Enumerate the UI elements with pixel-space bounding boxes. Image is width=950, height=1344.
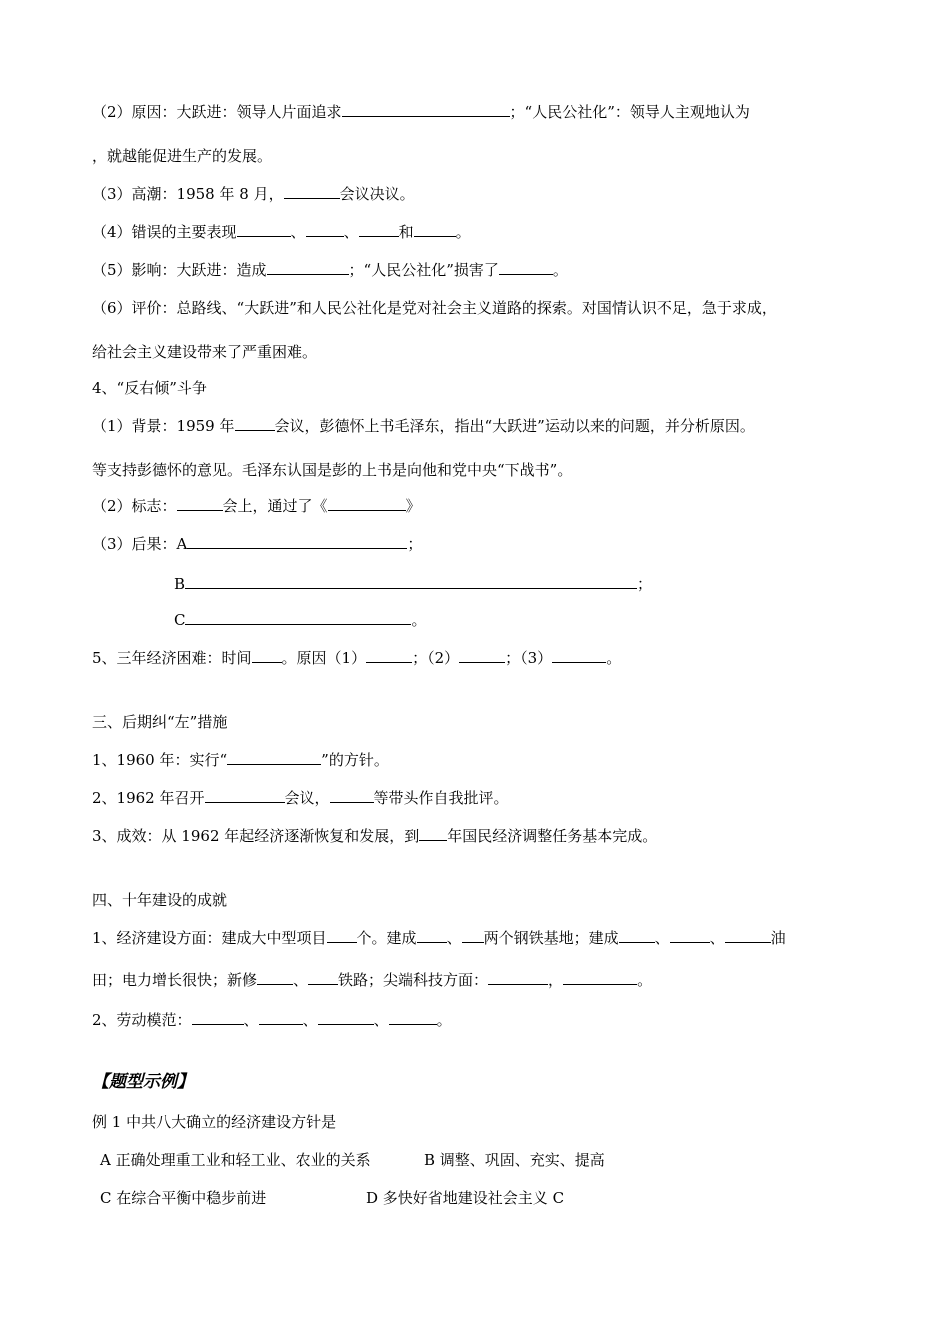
text: 、 <box>290 223 306 241</box>
fill-blank[interactable] <box>552 648 606 663</box>
text: 、 <box>343 223 359 241</box>
fill-blank[interactable] <box>328 496 406 511</box>
text: 等支持彭德怀的意见。毛泽东认国是彭的上书是向他和党中央“下战书”。 <box>92 461 573 479</box>
measure-result-line <box>92 826 657 846</box>
examples-title <box>92 1072 194 1092</box>
fill-blank[interactable] <box>462 928 484 943</box>
text: ，就越能促进生产的发展。 <box>92 147 273 165</box>
text: ； <box>407 535 423 553</box>
text: 。 <box>436 1011 452 1029</box>
text: 、 <box>293 971 309 989</box>
text: 给社会主义建设带来了严重困难。 <box>92 343 318 361</box>
fill-blank[interactable] <box>359 222 399 237</box>
text: C <box>174 611 186 629</box>
text: ”的方针。 <box>321 751 389 769</box>
text: 两个钢铁基地；建成 <box>483 929 619 947</box>
text: 四、十年建设的成就 <box>92 891 228 909</box>
text: ； <box>637 575 653 593</box>
background-continuation <box>92 460 572 480</box>
text: （3）后果：A <box>92 535 188 553</box>
fill-blank[interactable] <box>414 222 456 237</box>
consequence-a-line <box>92 534 422 554</box>
fill-blank[interactable] <box>267 260 349 275</box>
example-1-option-b <box>424 1150 605 1170</box>
fill-blank[interactable] <box>342 102 510 117</box>
text: （2）原因：大跃进：领导人片面追求 <box>92 103 342 121</box>
text: 2、劳动模范： <box>92 1011 192 1029</box>
consequence-b-line <box>174 574 652 594</box>
text: 铁路；尖端科技方面： <box>338 971 489 989</box>
fill-blank[interactable] <box>499 260 553 275</box>
fill-blank[interactable] <box>284 184 340 199</box>
section-heading-4 <box>92 378 207 398</box>
text: 4、“反右倾”斗争 <box>92 379 207 397</box>
text: 1、1960 年：实行“ <box>92 751 228 769</box>
fill-blank[interactable] <box>459 648 505 663</box>
text: 。 <box>552 261 568 279</box>
fill-blank[interactable] <box>419 826 447 841</box>
text: 、 <box>446 929 462 947</box>
text: B <box>174 575 186 593</box>
achievements-economy-line <box>92 928 786 948</box>
text: ；“人民公社化”：领导人主观地认为 <box>509 103 750 121</box>
text: 田；电力增长很快；新修 <box>92 971 258 989</box>
text: 。 <box>637 971 653 989</box>
fill-blank[interactable] <box>306 222 344 237</box>
hardship-line <box>92 648 621 668</box>
fill-blank[interactable] <box>235 416 275 431</box>
fill-blank[interactable] <box>327 928 357 943</box>
fill-blank[interactable] <box>259 1010 303 1025</box>
text: 会议，彭德怀上书毛泽东，指出“大跃进”运动以来的问题，并分析原因。 <box>274 417 755 435</box>
fill-blank[interactable] <box>237 222 291 237</box>
fill-blank[interactable] <box>205 788 285 803</box>
text: C 在综合平衡中稳步前进 <box>100 1189 267 1207</box>
text: 》 <box>405 497 421 515</box>
example-1-option-d <box>366 1188 564 1208</box>
text: 、 <box>709 929 725 947</box>
fill-blank[interactable] <box>389 1010 437 1025</box>
fill-blank[interactable] <box>185 574 637 589</box>
text: （5）影响：大跃进：造成 <box>92 261 267 279</box>
text: 、 <box>243 1011 259 1029</box>
measure-1960-line <box>92 750 389 770</box>
impact-line <box>92 260 568 280</box>
text: （6）评价：总路线、“大跃进”和人民公社化是党对社会主义道路的探索。对国情认识不足，急于求成， <box>92 299 777 317</box>
fill-blank[interactable] <box>417 928 447 943</box>
text: （2）标志： <box>92 497 177 515</box>
text: ；（2） <box>412 649 460 667</box>
fill-blank[interactable] <box>670 928 710 943</box>
fill-blank[interactable] <box>192 1010 244 1025</box>
text: D 多快好省地建设社会主义 C <box>366 1189 565 1207</box>
fill-blank[interactable] <box>619 928 655 943</box>
fill-blank[interactable] <box>308 970 338 985</box>
section-heading-3 <box>92 712 227 732</box>
text: 油 <box>770 929 786 947</box>
text: 。 <box>606 649 622 667</box>
text: ， <box>548 971 564 989</box>
fill-blank[interactable] <box>187 534 407 549</box>
fill-blank[interactable] <box>252 648 282 663</box>
marker-line <box>92 496 421 516</box>
fill-blank[interactable] <box>563 970 637 985</box>
text: 会议， <box>284 789 330 807</box>
text: 、 <box>654 929 670 947</box>
fill-blank[interactable] <box>488 970 548 985</box>
text: 。原因（1） <box>281 649 367 667</box>
text: 个。建成 <box>356 929 417 947</box>
background-line <box>92 416 755 436</box>
text: 会议决议。 <box>339 185 415 203</box>
measure-1962-line <box>92 788 509 808</box>
climax-line <box>92 184 415 204</box>
text: A 正确处理重工业和轻工业、农业的关系 <box>100 1151 371 1169</box>
text: 。 <box>455 223 471 241</box>
text: 等带头作自我批评。 <box>373 789 509 807</box>
consequence-c-line <box>174 610 427 630</box>
text: 会上，通过了《 <box>222 497 328 515</box>
text: （1）背景：1959 年 <box>92 417 235 435</box>
example-1-option-c <box>100 1188 266 1208</box>
fill-blank[interactable] <box>318 1010 374 1025</box>
cause-continuation <box>92 146 272 166</box>
fill-blank[interactable] <box>227 750 321 765</box>
fill-blank[interactable] <box>725 928 771 943</box>
text: 1、经济建设方面：建成大中型项目 <box>92 929 327 947</box>
text: 。 <box>411 611 427 629</box>
text: ；（3） <box>505 649 553 667</box>
fill-blank[interactable] <box>330 788 374 803</box>
text: 例 1 中共八大确立的经济建设方针是 <box>92 1113 337 1131</box>
text: 3、成效：从 1962 年起经济逐渐恢复和发展，到 <box>92 827 420 845</box>
example-1-option-a <box>100 1150 371 1170</box>
text: 【题型示例】 <box>92 1072 194 1092</box>
fill-blank[interactable] <box>185 610 411 625</box>
text: 、 <box>373 1011 389 1029</box>
labor-models-line <box>92 1010 452 1030</box>
text: 2、1962 年召开 <box>92 789 205 807</box>
errors-line <box>92 222 471 242</box>
section-heading-4-achievements <box>92 890 227 910</box>
example-1-question <box>92 1112 336 1132</box>
text: 5、三年经济困难：时间 <box>92 649 252 667</box>
evaluation-line <box>92 298 777 318</box>
text: （3）高潮：1958 年 8 月， <box>92 185 284 203</box>
text: ；“人民公社化”损害了 <box>348 261 499 279</box>
fill-blank[interactable] <box>177 496 223 511</box>
fill-blank[interactable] <box>257 970 293 985</box>
text: 、 <box>302 1011 318 1029</box>
text: 年国民经济调整任务基本完成。 <box>447 827 658 845</box>
achievements-economy-continuation <box>92 970 652 990</box>
text: （4）错误的主要表现 <box>92 223 237 241</box>
text: 和 <box>398 223 414 241</box>
evaluation-continuation <box>92 342 317 362</box>
cause-line <box>92 102 750 122</box>
text: 三、后期纠“左”措施 <box>92 713 228 731</box>
fill-blank[interactable] <box>366 648 412 663</box>
text: B 调整、巩固、充实、提高 <box>424 1151 605 1169</box>
